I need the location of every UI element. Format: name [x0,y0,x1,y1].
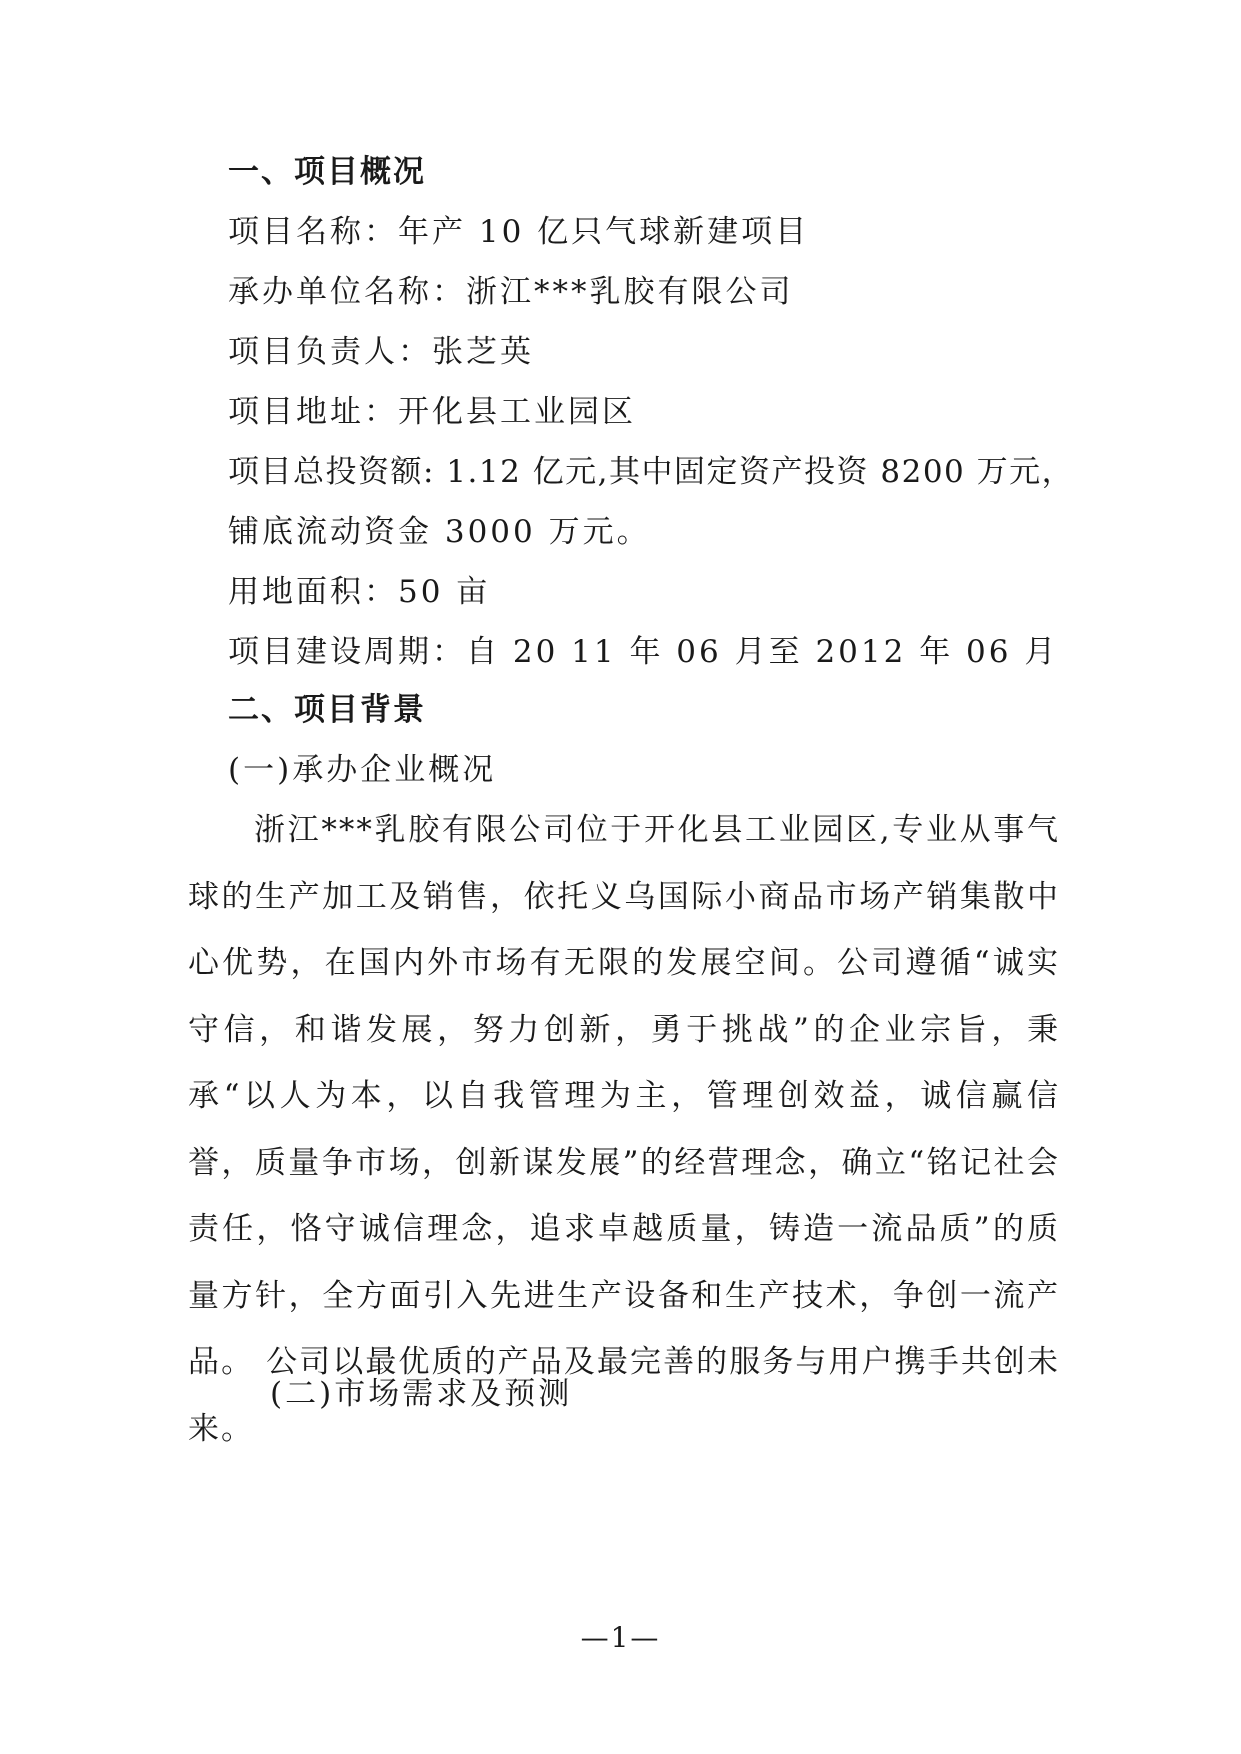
section-heading-background: 二、项目背景 [228,692,426,728]
land-area-line: 用地面积：50 亩 [228,574,491,610]
subsection-enterprise-overview: (一)承办企业概况 [228,752,497,788]
project-name-line: 项目名称：年产 10 亿只气球新建项目 [228,214,810,250]
construction-period-line: 项目建设周期：自 20 11 年 06 月至 2012 年 06 月 [228,634,1059,670]
investment-line-2: 铺底流动资金 3000 万元。 [228,514,651,550]
project-address-line: 项目地址：开化县工业园区 [228,394,636,430]
investment-line-1: 项目总投资额: 1.12 亿元,其中固定资产投资 8200 万元， [228,454,1075,490]
project-leader-line: 项目负责人：张芝英 [228,334,534,370]
page-number: —1— [580,1621,661,1654]
enterprise-overview-paragraph: 浙江***乳胶有限公司位于开化县工业园区,专业从事气球的生产加工及销售，依托义乌国际小商品市场产销集散中心优势，在国内外市场有无限的发展空间。公司遵循“诚实守信，和谐发展，努力创新，勇于挑战”的企业宗旨，秉承“以人为本，以自我管理为主，管理创效益，诚信赢信誉，质量争市场，创新谋发展”的经营理念，确立“铭记社会责任，恪守诚信理念，追求卓越质量，铸造一流品质”的质量方针，全方面引入先进生产设备和生产技术，争创一流产品。 公司以最优质的产品及最完善的服务与用户携手共创未来。 [188,812,1060,1447]
subsection-market-demand: (二)市场需求及预测 [270,1376,573,1412]
section-heading-overview: 一、项目概况 [228,154,426,190]
organizer-line: 承办单位名称：浙江***乳胶有限公司 [228,274,794,310]
